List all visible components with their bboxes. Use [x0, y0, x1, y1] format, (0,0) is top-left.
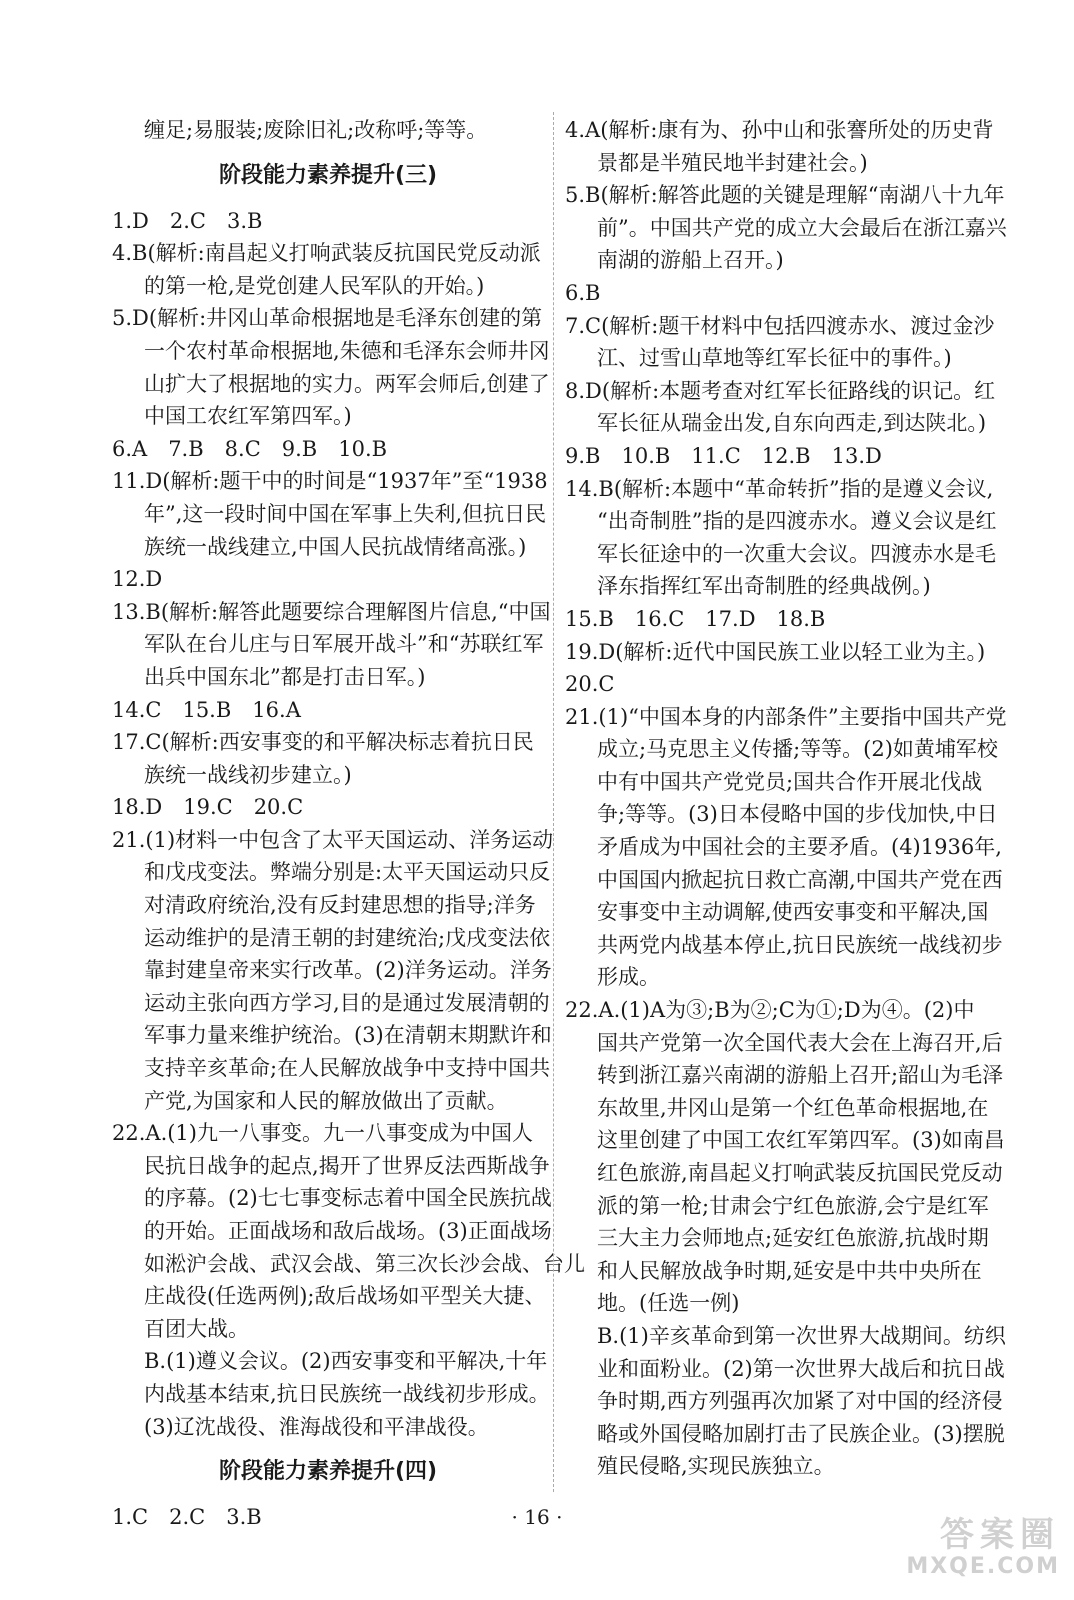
answer-line: (3)辽沈战役、淮海战役和平津战役。 [144, 1414, 489, 1439]
answer-line: 19.D(解析:近代中国民族工业以轻工业为主。) [565, 639, 986, 664]
answer-line: 业和面粉业。(2)第一次世界大战后和抗日战 [597, 1356, 1005, 1381]
answer-line: 运动维护的是清王朝的封建统治;戊戌变法依 [144, 925, 551, 950]
answer-line: 共两党内战基本停止,抗日民族统一战线初步 [597, 932, 1003, 957]
answer-line: 争时期,西方列强再次加紧了对中国的经济侵 [597, 1389, 1003, 1414]
answer-line: 15.B 16.C 17.D 18.B [565, 606, 826, 631]
column-divider [553, 112, 554, 1492]
watermark-url: MXQE.COM [906, 1554, 1060, 1579]
answer-line: 支持辛亥革命;在人民解放战争中支持中国共 [144, 1056, 551, 1081]
answer-line: 20.C [565, 672, 615, 697]
answer-line: 军长征从瑞金出发,自东向西走,到达陕北。) [597, 411, 987, 436]
answer-line: 军队在台儿庄与日军展开战斗”和“苏联红军 [144, 632, 544, 657]
page-number: · 16 · [511, 1505, 563, 1529]
answer-line: 泽东指挥红军出奇制胜的经典战例。) [597, 574, 931, 599]
answer-line: 争;等等。(3)日本侵略中国的步伐加快,中日 [597, 802, 998, 827]
answer-line: 6.A 7.B 8.C 9.B 10.B [112, 436, 388, 461]
answer-line: 东故里,井冈山是第一个红色革命根据地,在 [597, 1095, 989, 1120]
answer-line: 年”,这一段时间中国在军事上失利,但抗日民 [144, 501, 547, 526]
answer-line: 12.D [112, 567, 163, 592]
answer-line: 出兵中国东北”都是打击日军。) [144, 664, 426, 689]
answer-line: 9.B 10.B 11.C 12.B 13.D [565, 443, 882, 468]
answer-line: 6.B [565, 280, 601, 305]
answer-line: 21.(1)材料一中包含了太平天国运动、洋务运动 [112, 827, 554, 852]
answer-line: 地。(任选一例) [597, 1291, 740, 1316]
right-column [565, 114, 1005, 1483]
answer-line: 成立;马克思主义传播;等等。(2)如黄埔军校 [597, 737, 998, 762]
answer-line: 8.D(解析:本题考查对红军长征路线的识记。红 [565, 378, 996, 403]
answer-line: 安事变中主动调解,使西安事变和平解决,国 [597, 900, 989, 925]
answer-line: 形成。 [597, 965, 660, 990]
answer-line: 江、过雪山草地等红军长征中的事件。) [597, 346, 952, 371]
answer-line: 22.A.(1)A为③;B为②;C为①;D为④。(2)中 [565, 998, 975, 1023]
answer-line: 对清政府统治,没有反封建思想的指导;洋务 [144, 893, 536, 918]
answer-line: 一个农村革命根据地,朱德和毛泽东会师井冈 [144, 338, 550, 363]
answer-line: 21.(1)“中国本身的内部条件”主要指中国共产党 [565, 704, 1007, 729]
answer-line: 13.B(解析:解答此题要综合理解图片信息,“中国 [112, 599, 551, 624]
answer-line: 11.D(解析:题干中的时间是“1937年”至“1938 [112, 469, 548, 494]
answer-line: 景都是半殖民地半封建社会。) [597, 150, 868, 175]
answer-line: 山扩大了根据地的实力。两军会师后,创建了 [144, 371, 550, 396]
answer-line: 靠封建皇帝来实行改革。(2)洋务运动。洋务 [144, 958, 552, 983]
answer-line: “出奇制胜”指的是四渡赤水。遵义会议是红 [597, 509, 997, 534]
answer-line: 1.D 2.C 3.B [112, 208, 263, 233]
answer-line: 族统一战线建立,中国人民抗战情绪高涨。) [144, 534, 527, 559]
answer-line: 14.B(解析:本题中“革命转折”指的是遵义会议, [565, 476, 994, 501]
answer-line: 和人民解放战争时期,延安是中共中央所在 [597, 1258, 982, 1283]
answer-line: 内战基本结束,抗日民族统一战线初步形成。 [144, 1381, 550, 1406]
answer-line: 1.C 2.C 3.B [112, 1505, 262, 1530]
answer-line: 4.A(解析:康有为、孙中山和张謇所处的历史背 [565, 118, 994, 142]
answer-line: 17.C(解析:西安事变的和平解决标志着抗日民 [112, 730, 534, 755]
answer-line: 7.C(解析:题干材料中包括四渡赤水、渡过金沙 [565, 313, 995, 338]
answer-line: 的开始。正面战场和敌后战场。(3)正面战场 [144, 1219, 552, 1243]
answer-line: 这里创建了中国工农红军第四军。(3)如南昌 [597, 1128, 1005, 1153]
answer-line: 略或外国侵略加剧打击了民族企业。(3)摆脱 [597, 1421, 1005, 1446]
answer-line: 转到浙江嘉兴南湖的游船上召开;韶山为毛泽 [597, 1063, 1004, 1088]
answer-line: 军事力量来维护统治。(3)在清朝末期默许和 [144, 1023, 552, 1048]
answer-line: 22.A.(1)九一八事变。九一八事变成为中国人 [112, 1121, 533, 1146]
answer-line: 三大主力会师地点;延安红色旅游,抗战时期 [597, 1226, 989, 1251]
answer-line: 殖民侵略,实现民族独立。 [597, 1454, 835, 1479]
answer-line: 的第一枪,是党创建人民军队的开始。) [144, 273, 485, 298]
answer-line: 如淞沪会战、武汉会战、第三次长沙会战、台儿 [144, 1251, 585, 1276]
answer-line: 矛盾成为中国社会的主要矛盾。(4)1936年, [597, 835, 1002, 860]
answer-line: 族统一战线初步建立。) [144, 762, 352, 787]
answer-line: 派的第一枪;甘肃会宁红色旅游,会宁是红军 [597, 1193, 989, 1218]
answer-line: 前”。中国共产党的成立大会最后在浙江嘉兴 [597, 215, 1007, 240]
answer-line: 4.B(解析:南昌起义打响武装反抗国民党反动派 [112, 241, 541, 266]
answer-line: 的序幕。(2)七七事变标志着中国全民族抗战 [144, 1186, 552, 1211]
answer-line: 南湖的游船上召开。) [597, 248, 784, 273]
answer-line: 中有中国共产党党员;国共合作开展北伐战 [597, 769, 983, 794]
answer-line: 和戊戌变法。弊端分别是:太平天国运动只反 [144, 860, 551, 885]
answer-line: 国共产党第一次全国代表大会在上海召开,后 [597, 1030, 1003, 1055]
answer-line: 5.D(解析:井冈山革命根据地是毛泽东创建的第 [112, 306, 543, 331]
answer-line: 产党,为国家和人民的解放做出了贡献。 [144, 1088, 508, 1113]
answer-line: 红色旅游,南昌起义打响武装反抗国民党反动 [597, 1161, 1003, 1185]
answer-line: 军长征途中的一次重大会议。四渡赤水是毛 [597, 541, 996, 566]
section-heading: 阶段能力素养提升(四) [218, 1459, 438, 1485]
section-heading: 阶段能力素养提升(三) [218, 162, 438, 188]
watermark-logo-text: 答案圈 [940, 1515, 1060, 1555]
answer-line: 中国国内掀起抗日救亡高潮,中国共产党在西 [597, 867, 1003, 892]
answer-line: B.(1)辛亥革命到第一次世界大战期间。纺织 [597, 1323, 1006, 1348]
watermark [870, 1516, 1060, 1586]
answer-line: 庄战役(任选两例);敌后战场如平型关大捷、 [144, 1284, 546, 1309]
answer-line: 缠足;易服装;废除旧礼;改称呼;等等。 [144, 118, 488, 142]
answer-line: 百团大战。 [144, 1316, 249, 1341]
answer-line: 中国工农红军第四军。) [144, 404, 352, 429]
answer-line: 14.C 15.B 16.A [112, 697, 301, 722]
answer-line: B.(1)遵义会议。(2)西安事变和平解决,十年 [144, 1349, 548, 1374]
answer-line: 5.B(解析:解答此题的关键是理解“南湖八十九年 [565, 183, 1005, 208]
answer-line: 民抗日战争的起点,揭开了世界反法西斯战争 [144, 1153, 550, 1178]
answer-line: 运动主张向西方学习,目的是通过发展清朝的 [144, 990, 550, 1015]
answer-line: 18.D 19.C 20.C [112, 795, 304, 820]
